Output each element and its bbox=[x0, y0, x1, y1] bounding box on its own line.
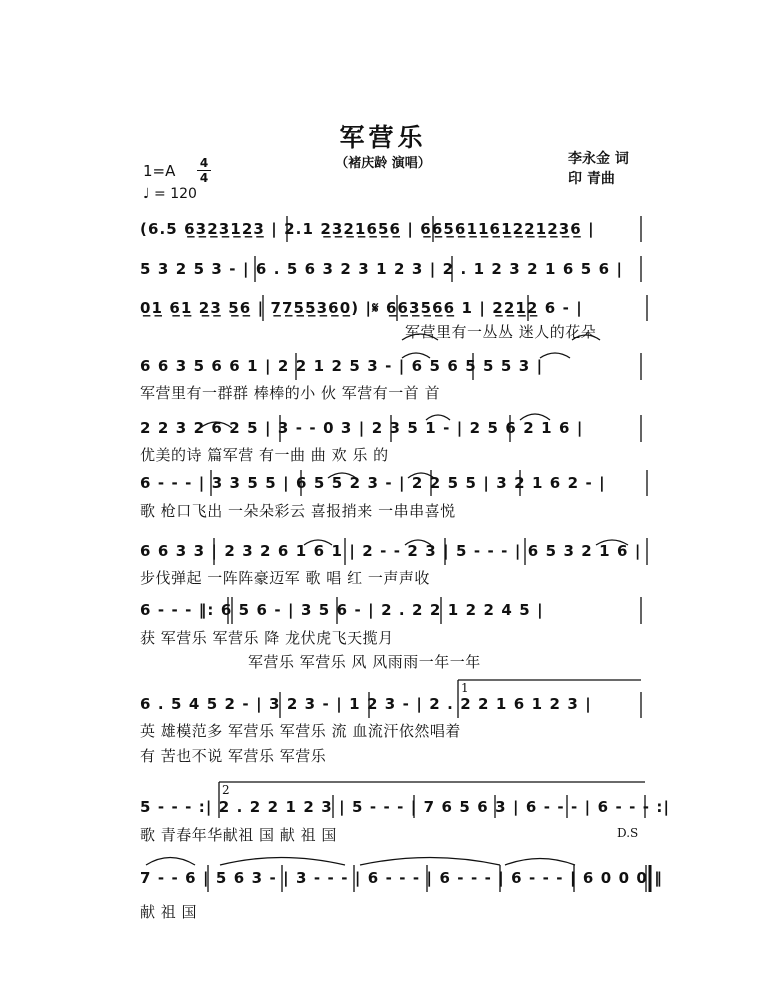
tempo-marking: ♩ = 120 bbox=[143, 186, 197, 202]
dal-segno-mark: D.S bbox=[617, 826, 639, 840]
lyrics-row-11: 献 祖 国 bbox=[140, 903, 198, 921]
lyricist-credit: 李永金 词 bbox=[568, 151, 629, 167]
lyrics-row-8: 获 军营乐 军营乐 降 龙伏虎飞天揽月 bbox=[140, 629, 394, 647]
notation-row-7: 6 6 3 3 | 2 3 2 6 1 6 1 | 2 - - 2 3 | 5 - - - | 6 5 3 2 1 6 | bbox=[140, 542, 642, 560]
notation-row-1: (6.5 6̲3̲2̲3̲1̲2̲3̲ | 2.1 2̲3̲2̲1̲6̲5̲6̲ | 6̲6̲5̲6̲1̲1̲6̲1̲2̲2̲1̲2̲3̲6̲ | bbox=[140, 220, 595, 238]
volta-2-label: 2 bbox=[222, 783, 230, 797]
lyrics-row-10: 歌 青春年华献祖 国 献 祖 国 bbox=[140, 826, 337, 844]
composer-credit: 印 青曲 bbox=[568, 171, 615, 187]
notation-row-8: 6 - - - ‖: 6 5 6 - | 3 5 6 - | 2 . 2 2 1 2 2 4 5 | bbox=[140, 601, 544, 619]
song-title: 军营乐 bbox=[339, 123, 427, 152]
notation-row-6: 6 - - - | 3 3 5 5 | 6 5 5 2 3 - | 2 2 5 5 | 3 2 1 6 2 - | bbox=[140, 474, 606, 492]
volta-1-label: 1 bbox=[461, 681, 469, 695]
lyrics-row-9-verse-2: 有 苦也不说 军营乐 军营乐 bbox=[140, 747, 327, 765]
time-signature-top: 4 bbox=[199, 156, 209, 170]
notation-row-4: 6 6 3 5 6 6 1 | 2 2 1 2 5 3 - | 6 5 6 5 5 5 3 | bbox=[140, 357, 544, 375]
lyrics-row-8-verse-2: 军营乐 军营乐 风 风雨雨一年一年 bbox=[248, 653, 481, 671]
notation-row-3: 0̲1̲ 6̲1̲ 2̲3̲ 5̲6̲ | 7̲7̲5̲5̲3̲6̲0̲) |𝄋 6̲6̲3̲5̲6̲6̲ 1 | 2̲2̲1̲2̲ 6 - | bbox=[140, 299, 583, 317]
lyrics-row-9: 英 雄模范多 军营乐 军营乐 流 血流汗依然唱着 bbox=[140, 722, 461, 740]
notation-row-11: 7 - - 6 | 5 6 3 - | 3 - - - | 6 - - - | 6 - - - | 6 - - - | 6 0 0 0 ‖ bbox=[140, 869, 663, 887]
notation-row-10: 5 - - - :| 2 . 2 2 1 2 3 | 5 - - - | 7 6 5 6 3 | 6 - - - | 6 - - - :| bbox=[140, 798, 671, 816]
notation-row-9: 6 . 5 4 5 2 - | 3 2 3 - | 1 2 3 - | 2 . 2 2 1 6 1 2 3 | bbox=[140, 695, 592, 713]
lyrics-row-6: 歌 枪口飞出 一朵朵彩云 喜报捎来 一串串喜悦 bbox=[140, 502, 456, 520]
lyrics-row-3: 军营里有一丛丛 迷人的花朵 bbox=[405, 323, 597, 341]
lyrics-row-7: 步伐弹起 一阵阵豪迈军 歌 唱 红 一声声收 bbox=[140, 569, 430, 587]
time-signature-bottom: 4 bbox=[199, 171, 209, 185]
lyrics-row-5: 优美的诗 篇军营 有一曲 曲 欢 乐 的 bbox=[140, 446, 389, 464]
notation-row-5: 2 2 3 2 6 2 5 | 3 - - 0 3 | 2 3 5 1 - | 2 5 6 2 1 6 | bbox=[140, 419, 584, 437]
singer-credit: （褚庆龄 演唱） bbox=[335, 156, 431, 171]
key-signature: 1=A bbox=[143, 162, 176, 180]
notation-row-2: 5 3 2 5 3 - | 6 . 5 6 3 2 3 1 2 3 | 2 . 1 2 3 2 1 6 5 6 | bbox=[140, 260, 624, 278]
time-signature bbox=[197, 157, 211, 184]
lyrics-row-4: 军营里有一群群 棒棒的小 伙 军营有一首 首 bbox=[140, 384, 441, 402]
